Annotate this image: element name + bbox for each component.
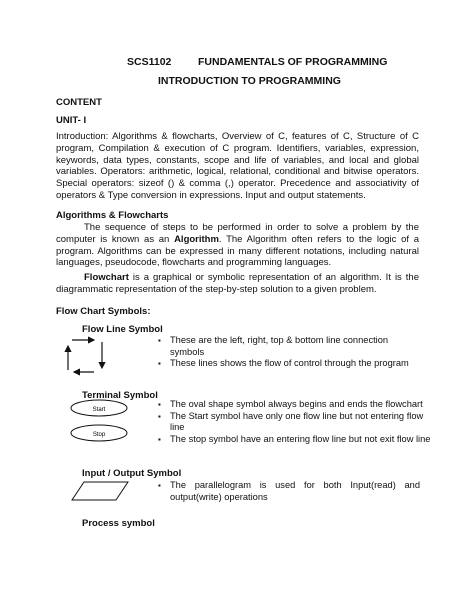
flow-line-title: Flow Line Symbol	[82, 324, 163, 335]
io-bullet: ▪ The parallelogram is used for both Input(read) and output(write) operations	[158, 480, 420, 503]
flow-line-bullet: ▪ These lines shows the flow of control through the program	[158, 358, 420, 370]
terminal-bullet: ▪ The oval shape symbol always begins and ends the flowchart	[158, 399, 433, 411]
course-title: FUNDAMENTALS OF PROGRAMMING	[198, 56, 388, 68]
terminal-bullet: ▪ The stop symbol have an entering flow line but not exit flow line	[158, 434, 433, 446]
course-code: SCS1102	[127, 56, 172, 68]
algorithm-para-after: . The Algorithm often refers to the logic of a program. Algorithms can be expressed in many different notations, including natural languages, pseudocode, flowcharts and programming languages.	[56, 233, 419, 269]
stop-label: Stop	[92, 432, 106, 438]
flow-line-arrows-figure	[64, 336, 110, 376]
parallelogram-icon	[72, 482, 128, 500]
unit-heading: UNIT- I	[56, 115, 87, 126]
flow-line-bullet: ▪ These are the left, right, top & bottom line connection symbols	[158, 335, 420, 358]
io-bullets	[158, 480, 420, 503]
terminal-title: Terminal Symbol	[82, 390, 158, 401]
flowchart-term: Flowchart	[84, 272, 129, 283]
flowchart-para-after: is a graphical or symbolic representation of an algorithm. It is the diagrammatic representation of the step-by-step solution to a given problem.	[56, 272, 419, 295]
symbols-heading: Flow Chart Symbols:	[56, 306, 151, 317]
terminal-figure	[66, 398, 136, 444]
algorithms-heading: Algorithms & Flowcharts	[56, 210, 169, 221]
terminal-bullets	[158, 399, 433, 445]
start-label: Start	[92, 407, 106, 413]
io-figure	[70, 480, 132, 504]
io-title: Input / Output Symbol	[82, 468, 182, 479]
flowchart-paragraph	[56, 272, 419, 296]
process-title: Process symbol	[82, 518, 155, 529]
terminal-bullet: ▪ The Start symbol have only one flow line but not entering flow line	[158, 411, 433, 434]
chapter-title: INTRODUCTION TO PROGRAMMING	[158, 75, 341, 87]
unit-intro-paragraph: Introduction: Algorithms & flowcharts, Overview of C, features of C, Structure of C program, Compilation & execution of C program. Identifiers, variables, expression, keywords, data types, constants, scope and life of variables, and local and global variables. Operators: arithmetic, logical, relational, conditional and bitwise operators. Special operators: sizeof () & comma (,) operator. Precedence and associativity of operators & Type conversion in expressions. Input and output statements.	[56, 131, 419, 201]
algorithm-para-before: The sequence of steps to be performed in order to solve a problem by the computer is known as an	[56, 222, 419, 245]
content-heading: CONTENT	[56, 97, 102, 108]
flow-line-bullets	[158, 335, 420, 370]
algorithm-term: Algorithm	[174, 233, 219, 245]
algorithm-paragraph	[56, 222, 419, 269]
